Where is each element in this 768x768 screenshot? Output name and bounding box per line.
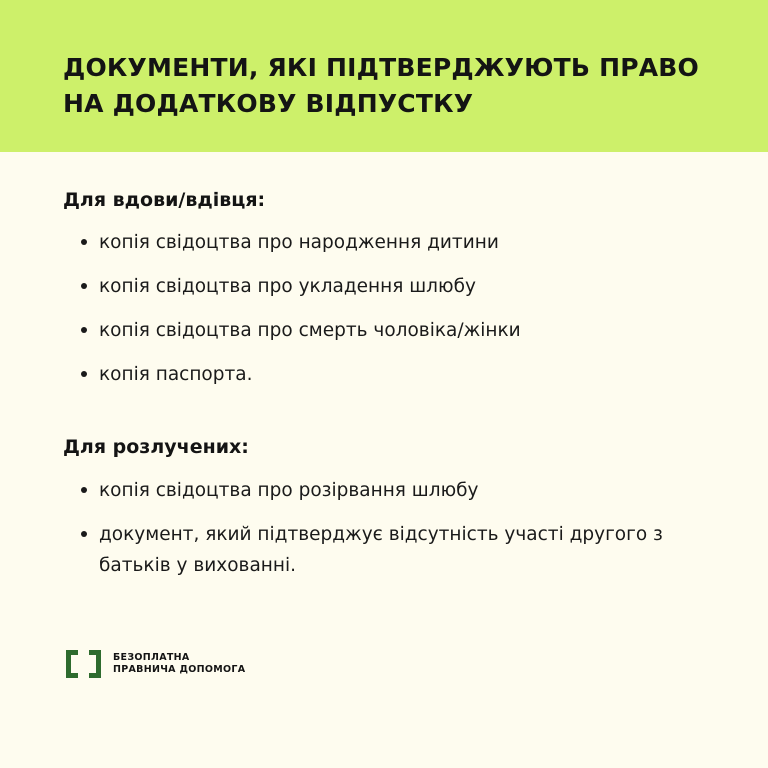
bullet-icon bbox=[81, 239, 87, 245]
bullet-icon bbox=[81, 487, 87, 493]
list-item: копія паспорта. bbox=[76, 359, 736, 390]
widow-documents-list bbox=[76, 227, 736, 390]
section-heading-divorced: Для розлучених: bbox=[63, 436, 249, 458]
organization-logo bbox=[66, 646, 266, 682]
bullet-icon bbox=[81, 283, 87, 289]
page-title bbox=[63, 50, 723, 122]
logo-text bbox=[113, 652, 245, 676]
list-item: копія свідоцтва про розірвання шлюбу bbox=[76, 475, 736, 506]
list-item: копія свідоцтва про народження дитини bbox=[76, 227, 736, 258]
list-item: копія свідоцтва про смерть чоловіка/жінки bbox=[76, 315, 736, 346]
bracket-logo-icon bbox=[66, 650, 78, 678]
logo-text-line-2: ПРАВНИЧА ДОПОМОГА bbox=[113, 664, 246, 675]
bullet-icon bbox=[81, 531, 87, 537]
bullet-icon bbox=[81, 327, 87, 333]
title-line-2: НА ДОДАТКОВУ ВІДПУСТКУ bbox=[63, 89, 474, 118]
list-item: копія свідоцтва про укладення шлюбу bbox=[76, 271, 736, 302]
title-line-1: ДОКУМЕНТИ, ЯКІ ПІДТВЕРДЖУЮТЬ ПРАВО bbox=[63, 53, 699, 82]
list-item: документ, який підтверджує відсутність участі другого з батьків у вихованні. bbox=[76, 519, 736, 581]
logo-text-line-1: БЕЗОПЛАТНА bbox=[113, 652, 190, 663]
section-heading-widow: Для вдови/вдівця: bbox=[63, 189, 266, 211]
bullet-icon bbox=[81, 371, 87, 377]
divorced-documents-list bbox=[76, 475, 736, 581]
header-banner bbox=[0, 0, 768, 152]
bracket-logo-icon bbox=[89, 650, 101, 678]
